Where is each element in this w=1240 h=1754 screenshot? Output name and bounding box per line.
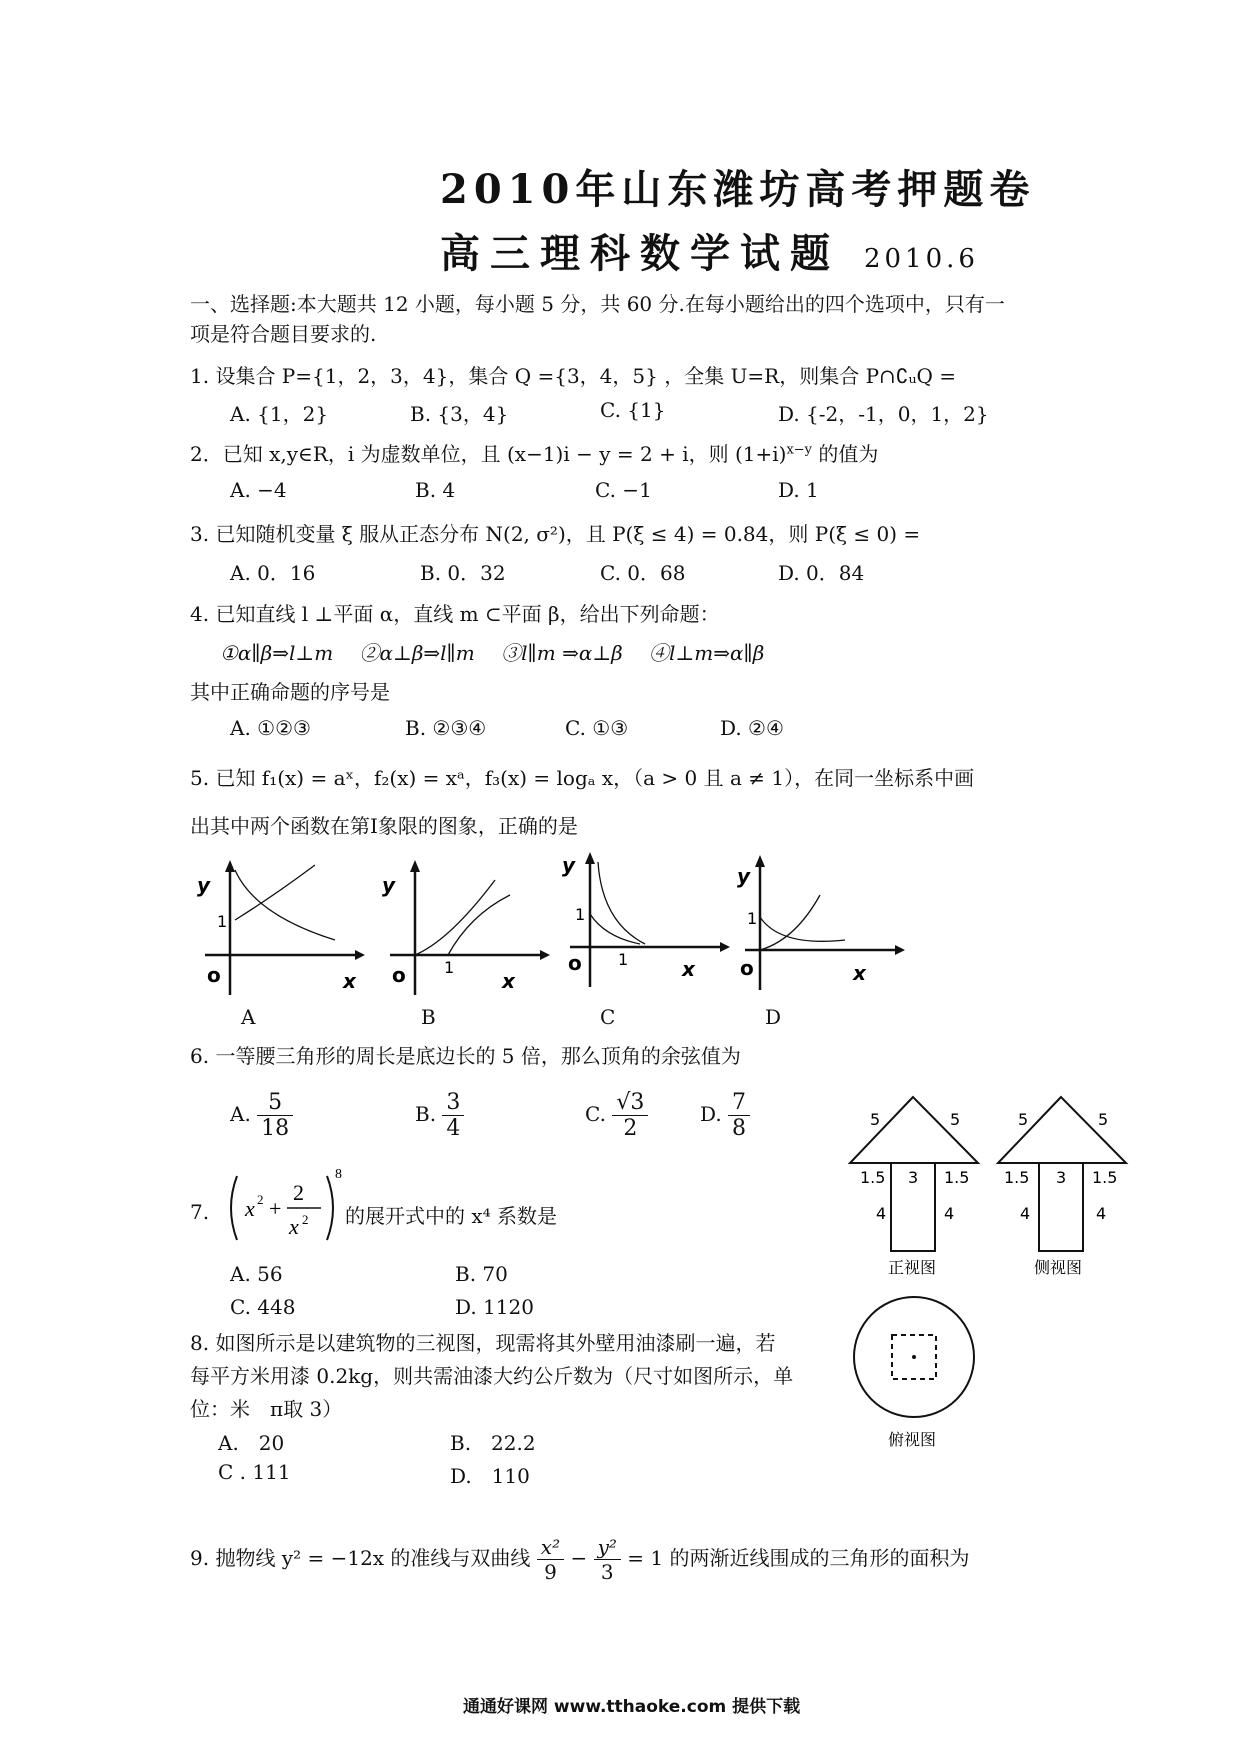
q4-option-b: B. ②③④ [405, 716, 487, 740]
graph-c-one-x-label: 1 [618, 950, 629, 969]
front-height-right: 4 [944, 1204, 955, 1223]
question-2 [190, 438, 878, 467]
graph-b-label: B [421, 1005, 436, 1029]
graph-d-x-label: x [853, 961, 866, 985]
page-title: 2010年山东潍坊高考押题卷 [440, 166, 1036, 213]
footer-source: 通通好课网 www.tthaoke.com 提供下载 [463, 1697, 801, 1717]
q6-d-num: 7 [728, 1090, 750, 1116]
graph-c-y-label: y [562, 853, 576, 877]
graph-b-y-label: y [382, 873, 396, 897]
side-width: 3 [1056, 1168, 1067, 1187]
svg-text:2: 2 [302, 1212, 309, 1227]
question-8-cont: 每平方米用漆 0.2kg，则共需油漆大约公斤数为（尺寸如图所示，单 [190, 1364, 794, 1388]
graph-d-y-label: y [737, 864, 751, 888]
side-view-label: 侧视图 [1034, 1258, 1083, 1277]
graph-d-label: D [765, 1005, 782, 1029]
q6-a-num: 5 [257, 1090, 293, 1116]
q6-c-fraction [612, 1090, 648, 1141]
question-5: 5. 已知 f₁(x) = aˣ，f₂(x) = xᵃ，f₃(x) = logₐ x，（a > 0 且 a ≠ 1），在同一坐标系中画 [190, 766, 975, 790]
graph-d-one-label: 1 [747, 909, 758, 928]
q6-option-c [585, 1090, 648, 1141]
question-1: 1. 设集合 P={1，2，3，4}，集合 Q ={3，4，5} ，全集 U=R，则集合 P∩∁ᵤQ = [190, 364, 957, 388]
graph-b-x-label: x [502, 969, 515, 993]
graph-c-origin: o [568, 951, 582, 975]
q6-c-label: C. [585, 1102, 606, 1126]
question-3: 3. 已知随机变量 ξ 服从正态分布 N(2, σ²)，且 P(ξ ≤ 4) = 0.84，则 P(ξ ≤ 0) = [190, 522, 921, 546]
q1-option-a: A. {1，2} [230, 402, 329, 426]
subtitle-text: 高三理科数学试题 [440, 230, 840, 277]
graph-c [560, 852, 730, 997]
q4-propositions: ①α∥β⇒l⊥m ②α⊥β⇒l∥m ③l∥m ⇒α⊥β ④l⊥m⇒α∥β [220, 641, 765, 665]
front-slant-right: 5 [950, 1110, 961, 1129]
q7-expression [225, 1168, 345, 1248]
q8-option-b: B. 22.2 [450, 1431, 536, 1455]
page-subtitle [440, 222, 979, 279]
q1-option-b: B. {3，4} [410, 402, 509, 426]
q8-option-a: A. 20 [218, 1431, 285, 1455]
side-view [996, 1095, 1136, 1277]
graph-c-x-label: x [682, 957, 695, 981]
q9-frac-x [537, 1535, 564, 1584]
q3-option-c: C. 0．68 [600, 561, 686, 585]
graph-a-origin: o [207, 963, 221, 987]
side-height-left: 4 [1020, 1204, 1031, 1223]
front-view-label: 正视图 [888, 1258, 937, 1277]
graph-b [380, 860, 550, 1000]
graph-d-origin: o [740, 956, 754, 980]
front-view [848, 1095, 988, 1277]
q3-option-b: B. 0．32 [420, 561, 506, 585]
question-4: 4. 已知直线 l ⊥平面 α，直线 m ⊂平面 β，给出下列命题： [190, 602, 720, 626]
q9-frac-x-num: x² [537, 1535, 564, 1560]
graph-a-label: A [241, 1005, 256, 1029]
svg-text:+: + [269, 1196, 282, 1221]
q7-option-a: A. 56 [230, 1262, 283, 1286]
q6-b-num: 3 [442, 1090, 464, 1116]
question-8-cont2: 位：米 π取 3） [190, 1397, 343, 1421]
q7-option-d: D. 1120 [455, 1295, 534, 1319]
side-height-right: 4 [1096, 1204, 1107, 1223]
front-width: 3 [908, 1168, 919, 1187]
q4-option-a: A. ①②③ [230, 716, 311, 740]
q9-tail: = 1 的两渐近线围成的三角形的面积为 [627, 1546, 970, 1570]
svg-text:2: 2 [293, 1180, 304, 1205]
q6-a-den: 18 [261, 1116, 290, 1141]
q9-frac-x-den: 9 [544, 1560, 557, 1584]
question-5-cont: 出其中两个函数在第Ⅰ象限的图象，正确的是 [190, 814, 578, 838]
q4-option-c: C. ①③ [565, 716, 629, 740]
svg-text:x: x [245, 1196, 255, 1221]
front-eave-right: 1.5 [944, 1168, 970, 1187]
q6-d-label: D. [700, 1102, 722, 1126]
graph-a-y-label: y [197, 873, 211, 897]
q9-frac-y-den: 3 [600, 1560, 614, 1584]
q9-frac-y-num: y² [594, 1535, 621, 1560]
question-9: 9. 抛物线 y² = −12x 的准线与双曲线 $\frac{\text{x²}}{9}$ − $\frac{\text{y²}}{3}$ = 1 的两渐近线围成的三角形的面积为 [190, 1535, 970, 1584]
q8-option-c: C . 111 [218, 1460, 291, 1484]
exam-date: 2010.6 [863, 244, 979, 274]
q7-option-c: C. 448 [230, 1295, 296, 1319]
graph-d [735, 855, 905, 995]
top-view [852, 1295, 982, 1455]
q2-tail: 的值为 [812, 442, 879, 466]
q6-b-fraction [442, 1090, 464, 1141]
q9-head: 9. 抛物线 y² = −12x 的准线与双曲线 [190, 1546, 531, 1570]
front-slant-left: 5 [870, 1110, 881, 1129]
q6-c-num: √3 [612, 1090, 648, 1116]
q6-b-den: 4 [446, 1116, 461, 1141]
side-eave-left: 1.5 [1004, 1168, 1030, 1187]
q6-b-label: B. [415, 1102, 437, 1126]
q6-c-den: 2 [623, 1116, 638, 1141]
graph-a-x-label: x [343, 969, 356, 993]
top-view-label: 俯视图 [888, 1430, 937, 1449]
q2-option-c: C. −1 [595, 478, 652, 502]
side-slant-right: 5 [1098, 1110, 1109, 1129]
q6-a-fraction [257, 1090, 293, 1141]
q6-option-d [700, 1090, 750, 1141]
q2-option-d: D. 1 [778, 478, 819, 502]
graph-a-one-label: 1 [217, 912, 228, 931]
svg-text:8: 8 [335, 1167, 342, 1182]
q6-d-den: 8 [732, 1116, 747, 1141]
q2-exponent: x−y [786, 442, 813, 458]
side-slant-left: 5 [1018, 1110, 1029, 1129]
question-7 [190, 1200, 209, 1224]
graph-c-label: C [600, 1005, 616, 1029]
q2-text: 2．已知 x,y∈R，i 为虚数单位，且 (x−1)i − y = 2 + i，则 (1+i) [190, 442, 787, 466]
q1-option-c: C. {1} [600, 398, 666, 422]
q3-option-d: D. 0．84 [778, 561, 865, 585]
section-header: 一、选择题:本大题共 12 小题，每小题 5 分，共 60 分.在每小题给出的四个选项中，只有一 [190, 292, 1005, 316]
q7-option-b: B. 70 [455, 1262, 508, 1286]
section-header-cont: 项是符合题目要求的. [190, 322, 377, 346]
graph-c-one-label: 1 [575, 905, 586, 924]
question-6: 6. 一等腰三角形的周长是底边长的 5 倍，那么顶角的余弦值为 [190, 1044, 741, 1068]
q6-option-b [415, 1090, 464, 1141]
graph-b-one-label: 1 [444, 958, 455, 977]
q2-option-a: A. −4 [230, 478, 287, 502]
svg-text:2: 2 [257, 1192, 264, 1207]
front-eave-left: 1.5 [860, 1168, 886, 1187]
q2-option-b: B. 4 [415, 478, 456, 502]
svg-text:x: x [289, 1214, 299, 1239]
q8-option-d: D. 110 [450, 1464, 530, 1488]
q6-d-fraction [728, 1090, 750, 1141]
q7-number: 7. [190, 1200, 210, 1224]
front-height-left: 4 [876, 1204, 887, 1223]
graph-b-origin: o [392, 963, 406, 987]
q6-option-a [230, 1090, 293, 1141]
q7-text: 的展开式中的 x⁴ 系数是 [345, 1204, 558, 1228]
side-eave-right: 1.5 [1092, 1168, 1118, 1187]
q3-option-a: A. 0．16 [230, 561, 316, 585]
q6-a-label: A. [230, 1102, 251, 1126]
q9-frac-y [594, 1535, 621, 1584]
graph-a [195, 860, 365, 1000]
q1-option-d: D. {-2，-1，0，1，2} [778, 402, 989, 426]
q4-ask: 其中正确命题的序号是 [190, 680, 390, 704]
q4-option-d: D. ②④ [720, 716, 784, 740]
question-8: 8. 如图所示是以建筑物的三视图，现需将其外壁用油漆刷一遍，若 [190, 1331, 776, 1355]
